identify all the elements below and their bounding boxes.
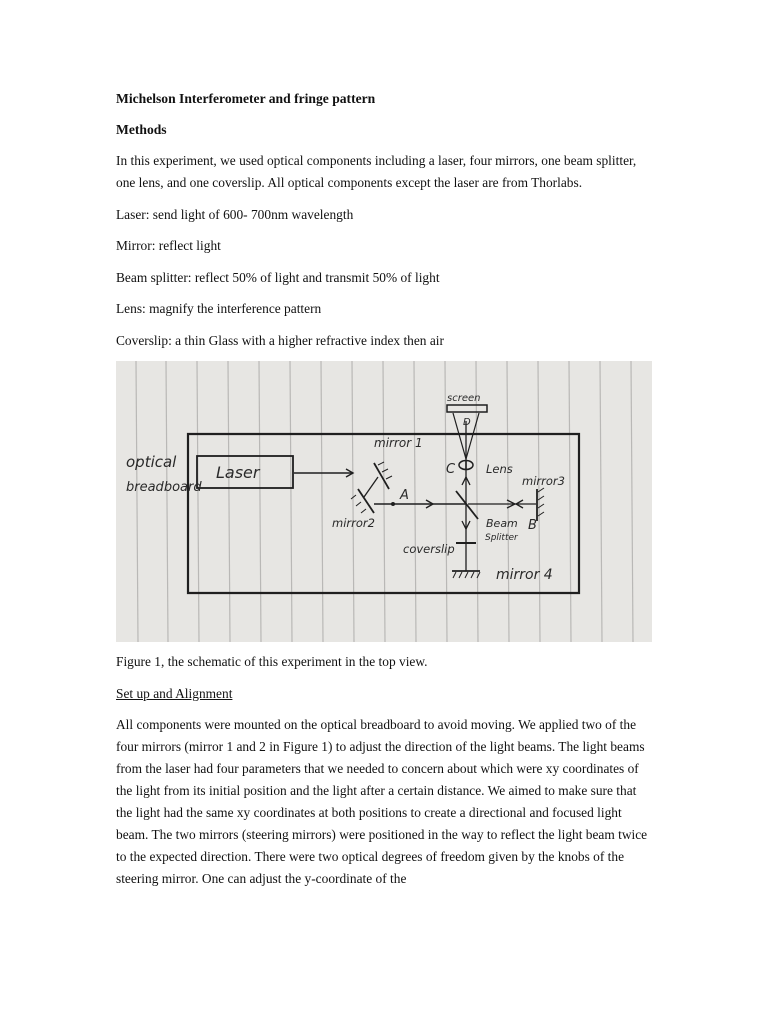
component-beam-splitter: Beam splitter: reflect 50% of light and transmit 50% of light [116, 269, 440, 285]
document-title: Michelson Interferometer and fringe pattern [116, 91, 376, 106]
label-point-b: B [528, 518, 537, 533]
component-laser: Laser: send light of 600- 700nm wavelength [116, 206, 354, 222]
component-mirror: Mirror: reflect light [116, 238, 221, 253]
label-coverslip: coverslip [403, 542, 455, 556]
setup-heading: Set up and Alignment [116, 685, 233, 701]
methods-heading: Methods [116, 122, 167, 137]
label-beam: Beam [486, 517, 518, 530]
label-point-a: A [400, 488, 409, 503]
component-coverslip: Coverslip: a thin Glass with a higher refractive index then air [116, 332, 444, 348]
label-point-c: C [446, 462, 456, 477]
figure-caption: Figure 1, the schematic of this experiment in the top view. [116, 654, 428, 669]
figure-1-schematic-photo [116, 361, 652, 642]
label-mirror-3: mirror3 [522, 474, 565, 488]
label-breadboard: breadboard [126, 480, 202, 495]
label-lens: Lens [486, 462, 513, 476]
intro-paragraph: In this experiment, we used optical components including a laser, four mirrors, one beam splitter, one lens, and one coverslip. All optical components except the laser are from Thorlabs. [116, 153, 637, 190]
label-mirror-1: mirror 1 [374, 436, 423, 450]
label-splitter: Splitter [485, 533, 518, 543]
component-lens: Lens: magnify the interference pattern [116, 301, 322, 316]
label-point-d: D [463, 417, 471, 428]
setup-paragraph: All components were mounted on the optical breadboard to avoid moving. We applied two of the four mirrors (mirror 1 and 2 in Figure 1) to adjust the direction of the light beams. The light beams from the laser had four parameters that we needed to concern about which were xy coordinates of the light from its initial position and the light after a certain distance. We aimed to make sure that the light had the same xy coordinates at both positions to create a directional and focused light beam. The two mirrors (steering mirrors) were positioned in the way to reflect the light beam twice to the expected direction. There were two optical degrees of freedom given by the knobs of the steering mirror. One can adjust the y-coordinate of the [116, 717, 648, 886]
label-mirror-4: mirror 4 [496, 567, 553, 583]
label-optical: optical [126, 453, 177, 471]
label-mirror-2: mirror2 [332, 516, 375, 530]
label-laser: Laser [216, 463, 260, 482]
schematic-drawing [116, 361, 652, 642]
document-content [116, 88, 652, 900]
label-screen: screen [447, 393, 481, 404]
